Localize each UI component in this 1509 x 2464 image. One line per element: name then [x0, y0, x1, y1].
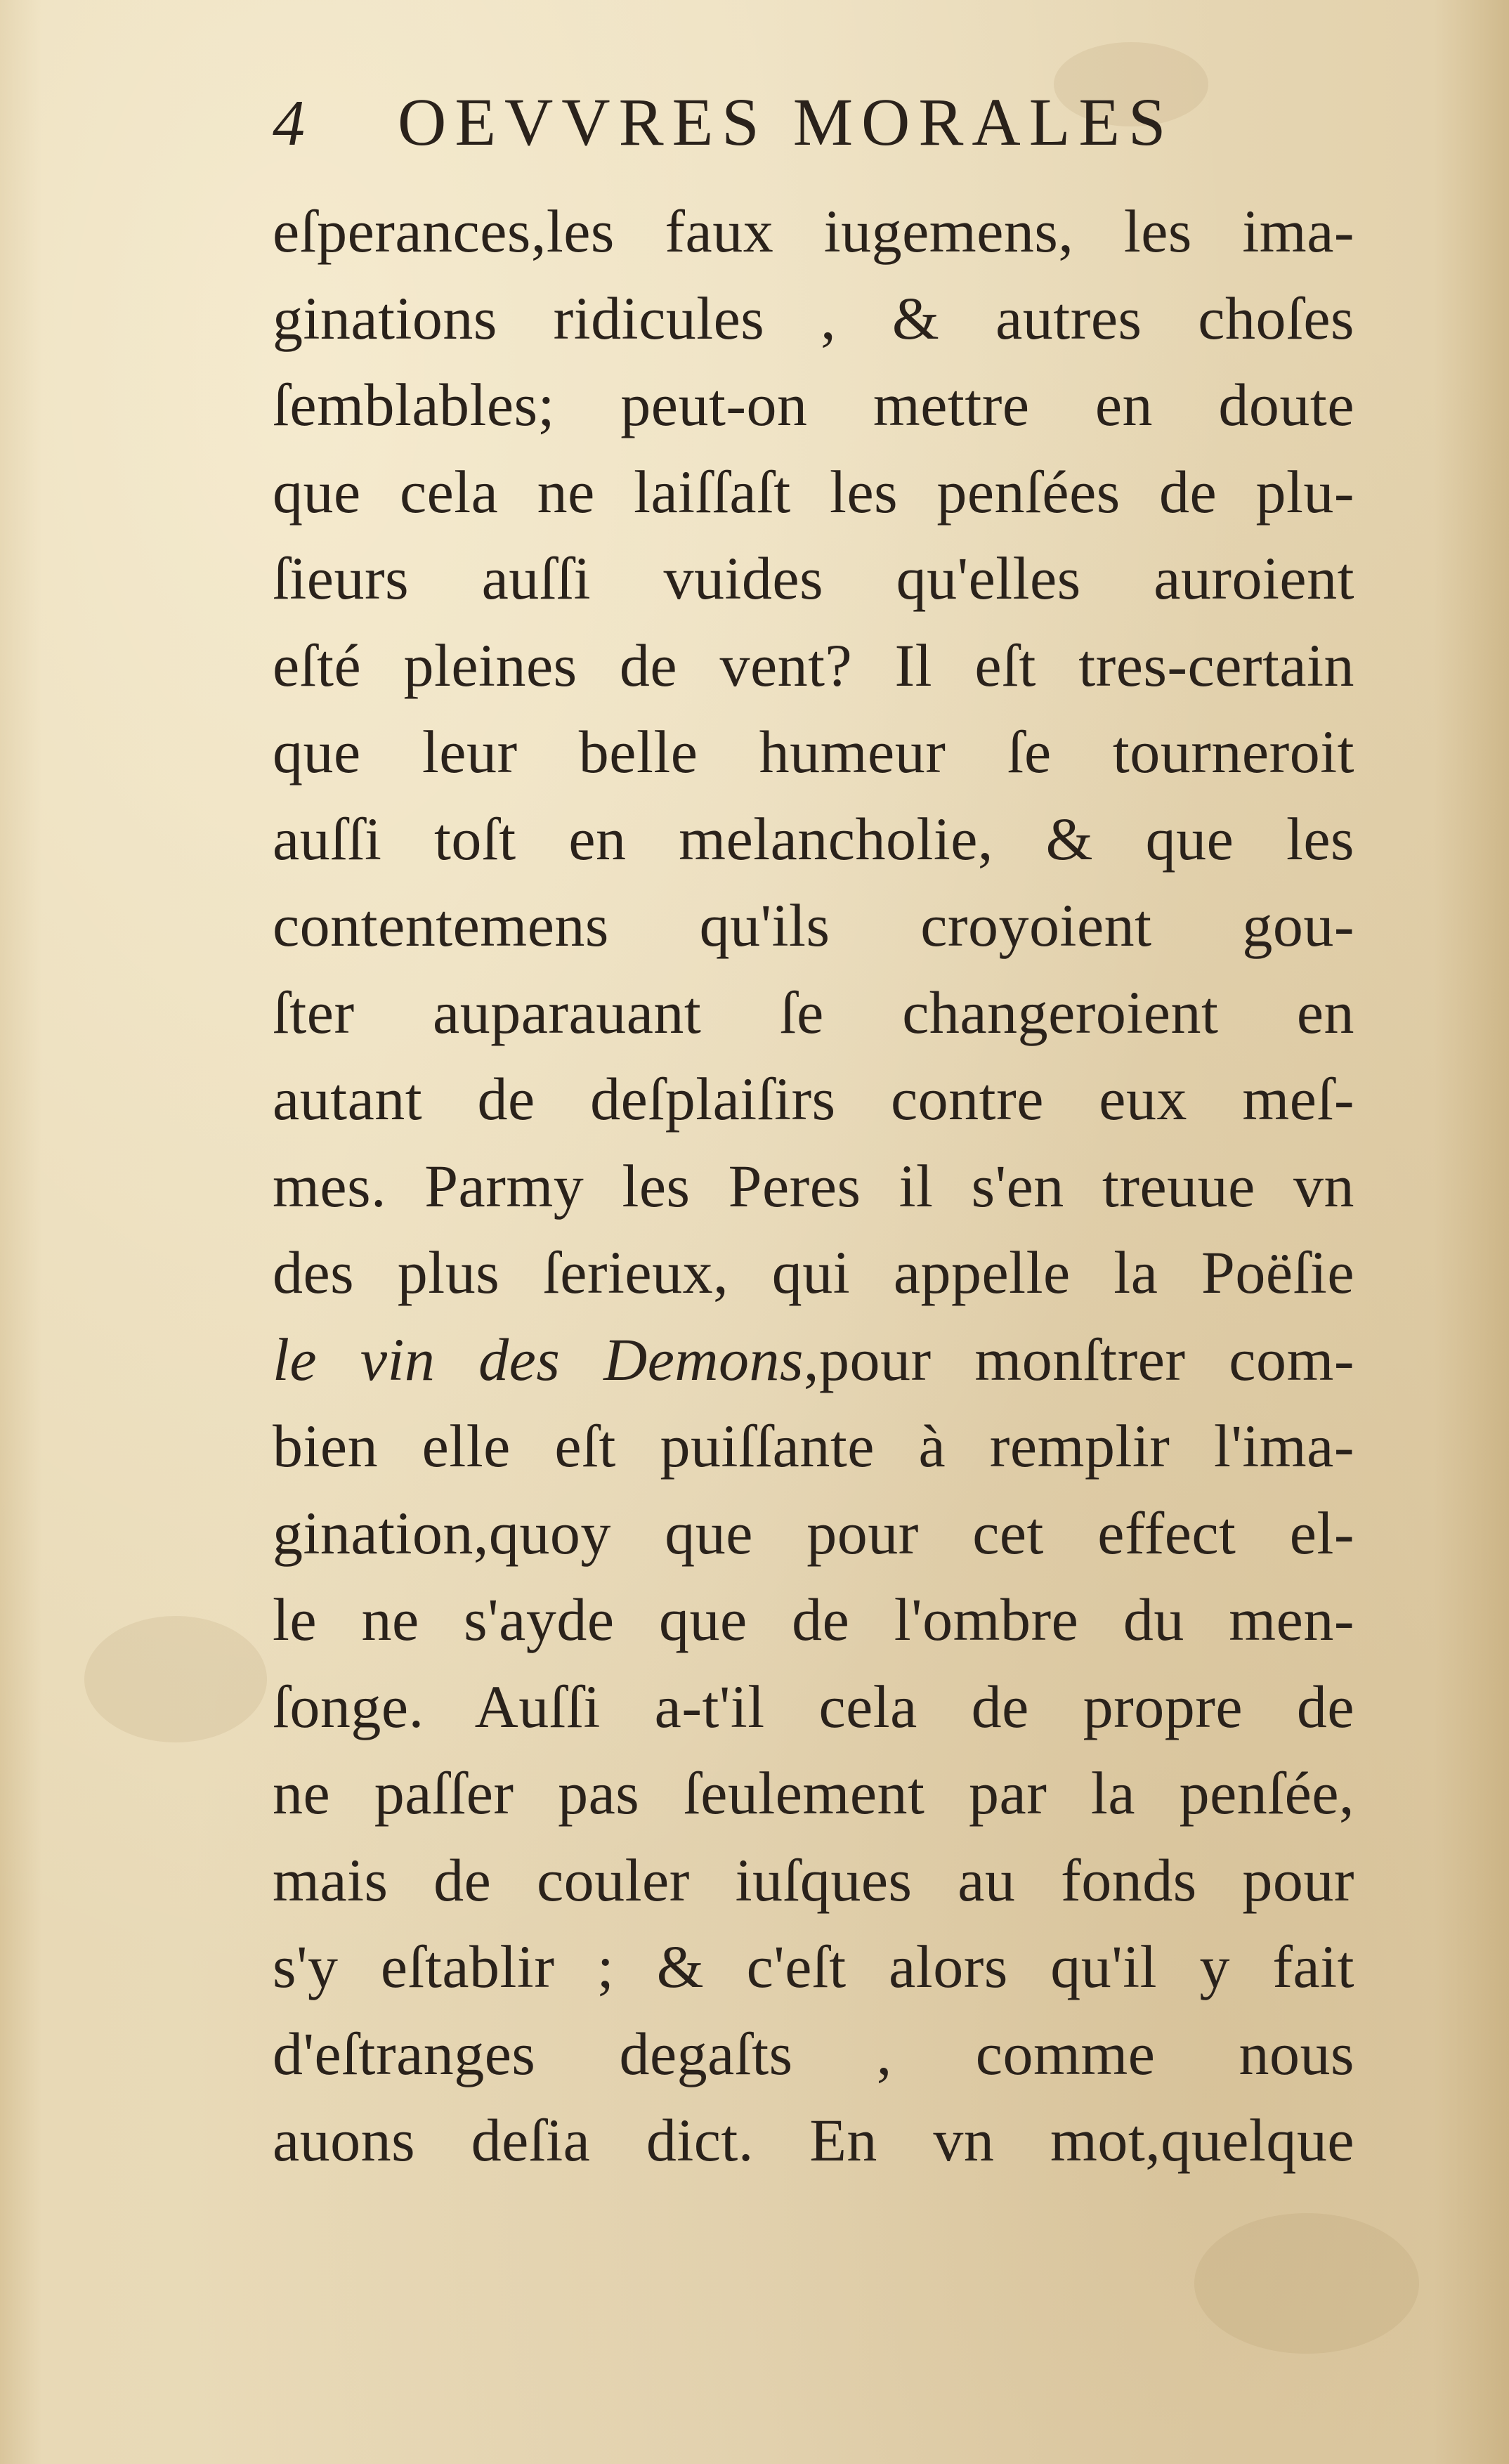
- text-line-rest: ,pour monſtrer com-: [803, 1325, 1354, 1393]
- text-line: d'eſtranges degaſts , comme nous: [273, 2019, 1354, 2087]
- text-line: gination,quoy que pour cet effect el-: [273, 1499, 1354, 1567]
- text-line: contentemens qu'ils croyoient gou-: [273, 892, 1354, 959]
- text-line-with-italic: [273, 1317, 1354, 1404]
- text-line: auſſi toſt en melancholie, & que les: [273, 804, 1354, 873]
- text-line: ſemblables; peut-on mettre en doute: [273, 371, 1354, 438]
- text-line: le ne s'ayde que de l'ombre du men-: [273, 1586, 1354, 1653]
- text-line: mais de couler iuſques au fonds pour: [273, 1846, 1354, 1914]
- italic-phrase: le vin des Demons: [273, 1325, 804, 1393]
- text-line: eſté pleines de vent? Il eſt tres-certain: [273, 631, 1354, 699]
- text-line: des plus ſerieux, qui appelle la Poëſie: [273, 1239, 1354, 1306]
- text-line: bien elle eſt puiſſante à remplir l'ima-: [273, 1412, 1354, 1480]
- text-line: ginations ridicules , & autres choſes: [273, 284, 1354, 352]
- text-line: ſonge. Auſſi a-t'il cela de propre de: [273, 1672, 1354, 1740]
- text-line: s'y eſtablir ; & c'eſt alors qu'il y fait: [273, 1933, 1354, 2000]
- page-number: 4: [273, 87, 306, 159]
- text-line: autant de deſplaiſirs contre eux meſ-: [273, 1065, 1354, 1133]
- text-line: ſieurs auſſi vuides qu'elles auroient: [273, 545, 1354, 612]
- text-line: eſperances,les faux iugemens, les ima-: [273, 197, 1354, 265]
- running-head: OEVVRES MORALES: [398, 84, 1175, 159]
- text-line: ſter auparauant ſe changeroient en: [273, 978, 1354, 1046]
- page-header: [273, 83, 1326, 181]
- text-line: auons deſia dict. En vn mot,quelque: [273, 2106, 1354, 2174]
- text-line: ne paſſer pas ſeulement par la penſée,: [273, 1759, 1354, 1827]
- text-line: que cela ne laiſſaſt les penſées de plu-: [273, 457, 1354, 526]
- body-text: [273, 188, 1354, 2184]
- text-line: mes. Parmy les Peres il s'en treuue vn: [273, 1152, 1354, 1220]
- text-line: que leur belle humeur ſe tourneroit: [273, 718, 1354, 786]
